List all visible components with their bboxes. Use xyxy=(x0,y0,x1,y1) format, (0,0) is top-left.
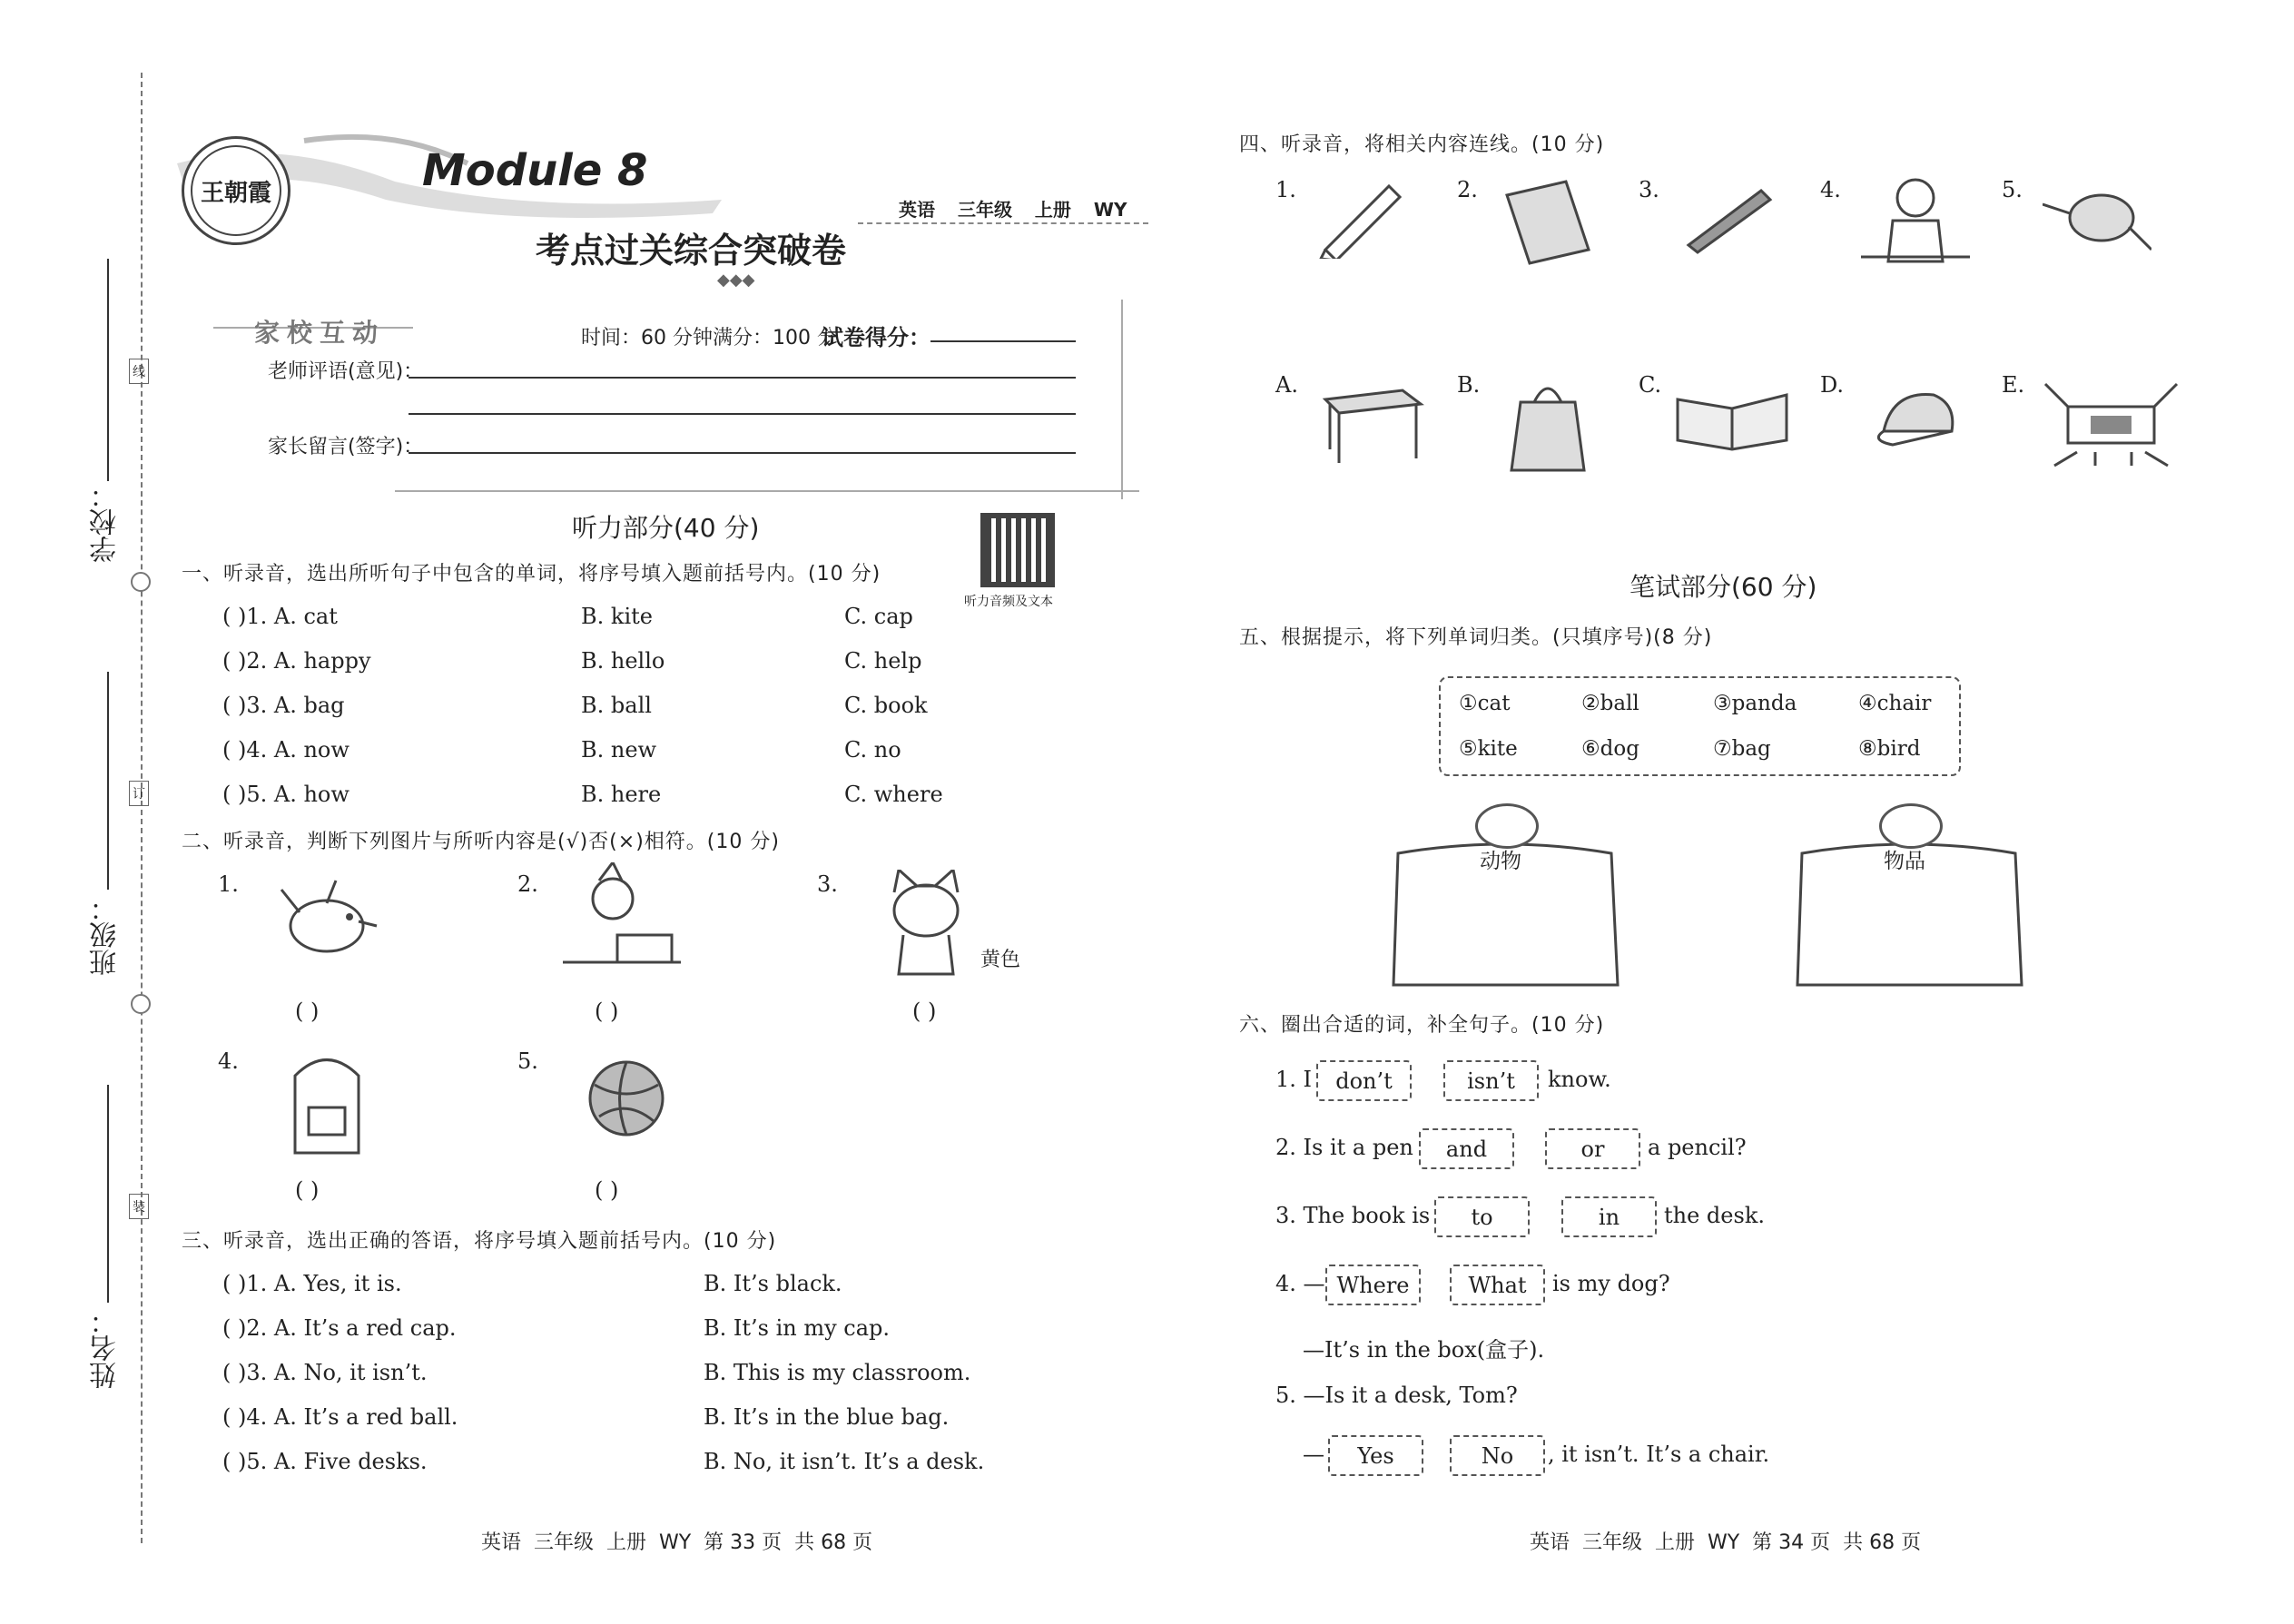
birthday-girl-icon xyxy=(563,862,681,980)
s1-item xyxy=(222,604,338,629)
s2-num: 4. xyxy=(218,1048,239,1074)
desk-icon xyxy=(1316,377,1425,468)
s4-bottom-letter: A. xyxy=(1275,372,1298,398)
bag-image[interactable] xyxy=(1498,372,1598,477)
s3-option-a[interactable]: ( )5. A. Five desks. xyxy=(222,1449,428,1474)
exam-full-score: 满分：100 分 xyxy=(713,327,837,349)
q5-suffix: , it isn’t. It’s a chair. xyxy=(1548,1442,1770,1467)
seal-char: 订 xyxy=(129,781,149,806)
parent-comment-label: 家长留言(签字)： xyxy=(268,436,424,458)
footer-left: 英语 三年级 上册 WY 第 33 页 共 68 页 xyxy=(481,1531,873,1554)
pencil-image[interactable] xyxy=(1307,172,1416,263)
cat-image xyxy=(871,867,980,980)
s3-option-b[interactable]: B. It’s black. xyxy=(704,1271,842,1296)
q4-answer: —It’s in the box(盒子). xyxy=(1303,1337,1545,1363)
qr-code[interactable] xyxy=(980,513,1055,587)
s1-option-a[interactable]: ( )4. A. now xyxy=(222,737,350,763)
s2-answer-blank[interactable]: ( ) xyxy=(595,1177,619,1203)
ball-icon xyxy=(586,1058,667,1139)
s1-option-c[interactable]: C. book xyxy=(844,693,928,718)
q2-suffix: a pencil? xyxy=(1648,1135,1747,1160)
bird-image xyxy=(268,867,386,985)
teacher-comment-label: 老师评语(意见)： xyxy=(268,360,424,383)
s3-option-b[interactable]: B. No, it isn’t. It’s a desk. xyxy=(704,1449,985,1474)
header-meta: 英语 三年级 上册 WY xyxy=(899,199,1127,221)
s1-option-c[interactable]: C. cap xyxy=(844,604,913,629)
q4-prefix: 4. — xyxy=(1275,1271,1325,1296)
q3-suffix: the desk. xyxy=(1664,1203,1765,1228)
s3-option-b[interactable]: B. It’s in my cap. xyxy=(704,1315,891,1341)
s1-option-c[interactable]: C. help xyxy=(844,648,922,674)
pen-icon xyxy=(1679,182,1779,254)
s1-item xyxy=(222,737,350,763)
word-chip: ②ball xyxy=(1581,692,1639,715)
s2-num: 5. xyxy=(517,1048,538,1074)
box-frame-line xyxy=(395,490,1139,492)
qr-caption: 听力音频及文本 xyxy=(964,595,1053,609)
teacher-image[interactable] xyxy=(1856,168,1974,277)
s4-top-num: 4. xyxy=(1820,177,1841,202)
q2-option-and[interactable]: and xyxy=(1419,1128,1514,1169)
seal-char: 线 xyxy=(129,359,149,384)
s1-option-a[interactable]: ( )3. A. bag xyxy=(222,693,345,718)
s3-option-a[interactable]: ( )3. A. No, it isn’t. xyxy=(222,1360,428,1385)
s2-answer-blank[interactable]: ( ) xyxy=(295,1177,320,1203)
section-2-title: 二、听录音，判断下列图片与所听内容是(√)否(×)相符。(10 分) xyxy=(182,831,780,853)
q4-suffix: is my dog? xyxy=(1552,1271,1670,1296)
bag-icon xyxy=(1502,375,1593,475)
teacher-icon xyxy=(1861,171,1970,275)
pencil-icon xyxy=(1316,177,1407,259)
s3-option-a[interactable]: ( )4. A. It’s a red ball. xyxy=(222,1404,458,1430)
s1-option-b[interactable]: B. new xyxy=(581,737,657,763)
s2-num: 2. xyxy=(517,871,538,897)
desk-image[interactable] xyxy=(1312,372,1430,472)
s1-option-a[interactable]: ( )2. A. happy xyxy=(222,648,371,674)
box-title: 家校互动 xyxy=(254,318,386,348)
listening-title: 听力部分(40 分) xyxy=(572,513,760,543)
category-label: 动物 xyxy=(1480,850,1521,873)
exam-time: 时间：60 分钟 xyxy=(581,327,713,349)
word-chip: ④chair xyxy=(1858,692,1932,715)
q5-dash: — xyxy=(1303,1442,1324,1467)
logo-seal xyxy=(182,136,290,245)
s1-option-a[interactable]: ( )1. A. cat xyxy=(222,604,338,629)
s4-bottom-letter: C. xyxy=(1639,372,1662,398)
cat-icon xyxy=(876,870,976,979)
classroom-image[interactable] xyxy=(2038,377,2183,477)
score-label: 试卷得分： xyxy=(822,325,930,350)
book-image[interactable] xyxy=(1493,172,1602,272)
q2-prefix: 2. Is it a pen xyxy=(1275,1135,1413,1160)
teacher-comment-field[interactable] xyxy=(409,413,1076,415)
ball-image xyxy=(581,1053,672,1144)
q5-prefix: 5. —Is it a desk, Tom? xyxy=(1275,1383,1518,1408)
written-title: 笔试部分(60 分) xyxy=(1629,572,1817,602)
module-title: Module 8 xyxy=(422,145,648,196)
s3-option-b[interactable]: B. This is my classroom. xyxy=(704,1360,971,1385)
score-field[interactable] xyxy=(930,340,1076,342)
word-bank xyxy=(1439,676,1961,776)
section-5-title: 五、根据提示，将下列单词归类。(只填序号)(8 分) xyxy=(1239,626,1713,649)
q1-prefix: 1. I xyxy=(1275,1067,1313,1092)
home-school-box xyxy=(213,300,1121,499)
q1-option-isnt[interactable]: isn’t xyxy=(1443,1060,1539,1101)
class-line xyxy=(107,672,109,890)
word-chip: ⑧bird xyxy=(1858,737,1921,761)
binding-line xyxy=(141,73,143,1543)
s1-option-b[interactable]: B. hello xyxy=(581,648,665,674)
cap-icon xyxy=(1866,386,1965,454)
open-book-image[interactable] xyxy=(1670,377,1793,458)
bear-icon xyxy=(1475,803,1539,849)
section-4-title: 四、听录音，将相关内容连线。(10 分) xyxy=(1239,133,1605,156)
book-icon xyxy=(1498,177,1598,268)
s4-top-num: 5. xyxy=(2002,177,2023,202)
q2-option-or[interactable]: or xyxy=(1545,1128,1640,1169)
animal-category-box[interactable] xyxy=(1389,835,1620,989)
backpack-icon xyxy=(281,1048,372,1157)
s3-option-a[interactable]: ( )2. A. It’s a red cap. xyxy=(222,1315,457,1341)
q1-suffix: know. xyxy=(1548,1067,1611,1092)
s4-bottom-letter: E. xyxy=(2002,372,2025,398)
s4-top-num: 2. xyxy=(1457,177,1478,202)
teacher-comment-field[interactable] xyxy=(409,377,1076,379)
cap-image[interactable] xyxy=(1861,381,1970,458)
backpack-image xyxy=(272,1044,381,1162)
s2-num: 3. xyxy=(817,871,838,897)
s2-answer-blank[interactable]: ( ) xyxy=(295,999,320,1024)
section-6-title: 六、圈出合适的词，补全句子。(10 分) xyxy=(1239,1014,1605,1037)
binding-hole xyxy=(131,994,151,1014)
parent-comment-field[interactable] xyxy=(409,452,1076,454)
q3-option-to[interactable]: to xyxy=(1434,1196,1530,1237)
category-label: 物品 xyxy=(1884,850,1925,873)
open-book-icon xyxy=(1673,381,1791,454)
page-subtitle: 考点过关综合突破卷 xyxy=(536,230,847,271)
girl-cake-image xyxy=(563,862,681,980)
s1-option-c[interactable]: C. where xyxy=(844,782,943,807)
word-chip: ⑦bag xyxy=(1713,737,1771,761)
classroom-icon xyxy=(2041,379,2181,475)
bear-icon xyxy=(1879,803,1943,849)
section-3-title: 三、听录音，选出正确的答语，将序号填入题前括号内。(10 分) xyxy=(182,1230,777,1253)
s1-item xyxy=(222,693,345,718)
seal-char: 装 xyxy=(129,1194,149,1219)
q3-option-in[interactable]: in xyxy=(1561,1196,1657,1237)
pen-image[interactable] xyxy=(1675,177,1784,259)
object-category-box[interactable] xyxy=(1793,835,2024,989)
q4-option-what[interactable]: What xyxy=(1450,1265,1545,1305)
s3-option-a[interactable]: ( )1. A. Yes, it is. xyxy=(222,1271,402,1296)
bird-icon xyxy=(2043,177,2151,259)
word-chip: ⑥dog xyxy=(1581,737,1639,761)
s4-bottom-letter: B. xyxy=(1457,372,1481,398)
word-chip: ③panda xyxy=(1713,692,1797,715)
footer-right: 英语 三年级 上册 WY 第 34 页 共 68 页 xyxy=(1530,1531,1922,1554)
school-label: 学校： xyxy=(90,481,122,563)
kingfisher-image[interactable] xyxy=(2038,172,2156,263)
q3-prefix: 3. The book is xyxy=(1275,1203,1431,1228)
s2-num: 1. xyxy=(218,871,239,897)
bird-icon xyxy=(272,871,381,980)
q5-option-no[interactable]: No xyxy=(1450,1435,1545,1476)
header-rule xyxy=(858,222,1148,224)
logo-text: 王朝霞 xyxy=(200,179,271,207)
s1-option-b[interactable]: B. ball xyxy=(581,693,652,718)
name-label: 姓名： xyxy=(90,1307,122,1389)
s1-option-b[interactable]: B. here xyxy=(581,782,662,807)
box-frame-line xyxy=(1121,300,1123,499)
s4-top-num: 1. xyxy=(1275,177,1296,202)
s1-option-b[interactable]: B. kite xyxy=(581,604,653,629)
word-chip: ①cat xyxy=(1459,692,1511,715)
s4-bottom-letter: D. xyxy=(1820,372,1845,398)
s1-option-c[interactable]: C. no xyxy=(844,737,901,763)
s1-item xyxy=(222,648,371,674)
header-dots: ◆◆◆ xyxy=(717,271,755,290)
s1-option-a[interactable]: ( )5. A. how xyxy=(222,782,350,807)
s4-top-num: 3. xyxy=(1639,177,1659,202)
binding-hole xyxy=(131,572,151,592)
s1-item xyxy=(222,782,350,807)
school-line xyxy=(107,259,109,481)
s3-option-b[interactable]: B. It’s in the blue bag. xyxy=(704,1404,950,1430)
yellow-label: 黄色 xyxy=(980,949,1021,971)
section-1-title: 一、听录音，选出所听句子中包含的单词，将序号填入题前括号内。(10 分) xyxy=(182,563,881,586)
class-label: 班级： xyxy=(90,894,122,976)
q4-option-where[interactable]: Where xyxy=(1325,1265,1421,1305)
s2-answer-blank[interactable]: ( ) xyxy=(595,999,619,1024)
name-line xyxy=(107,1085,109,1303)
word-chip: ⑤kite xyxy=(1459,737,1518,761)
q5-option-yes[interactable]: Yes xyxy=(1328,1435,1423,1476)
s2-answer-blank[interactable]: ( ) xyxy=(912,999,937,1024)
q1-option-dont[interactable]: don’t xyxy=(1316,1060,1412,1101)
